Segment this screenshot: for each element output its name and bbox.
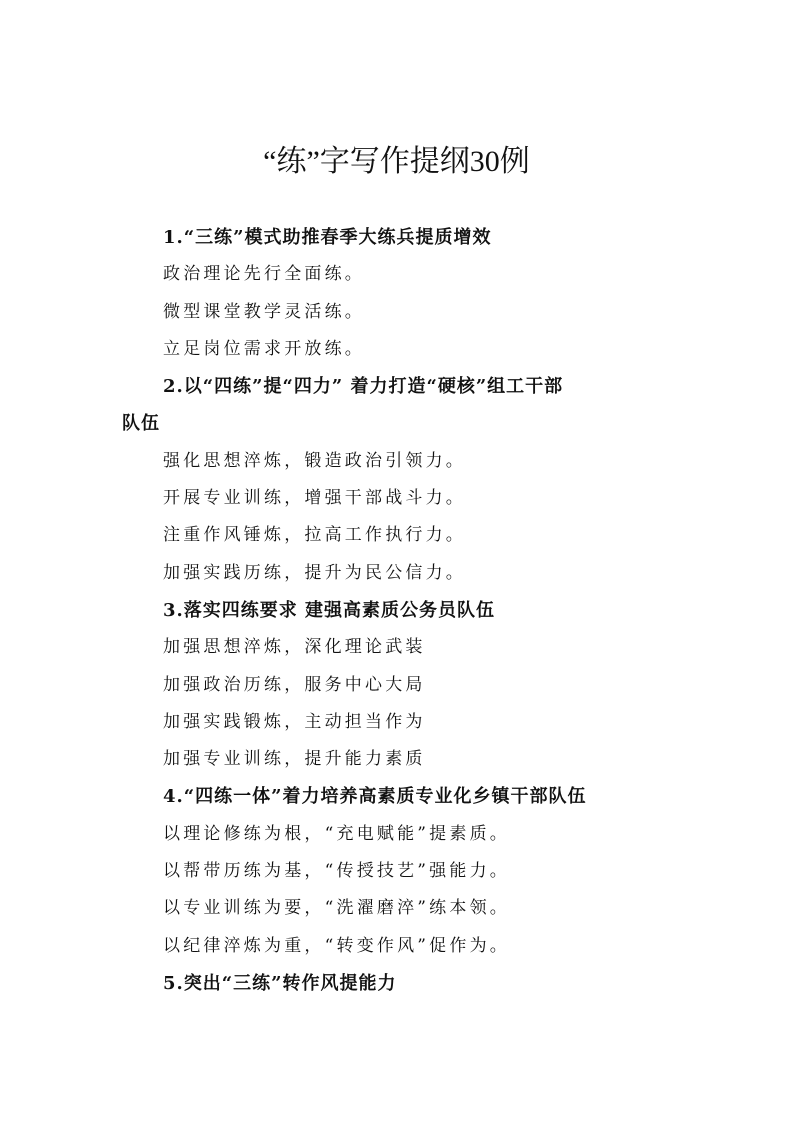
- list-item: 微型课堂教学灵活练。: [163, 301, 365, 322]
- list-item: 加强实践锻炼，主动担当作为: [163, 711, 426, 732]
- section-heading: 2.以“四练”提“四力” 着力打造“硬核”组工干部: [163, 376, 564, 398]
- list-item: 加强专业训练，提升能力素质: [163, 749, 426, 770]
- section-heading: 3.落实四练要求 建强高素质公务员队伍: [163, 599, 496, 621]
- list-item: 以纪律淬炼为重，“转变作风”促作为。: [163, 935, 510, 956]
- section-heading: 5.突出“三练”转作风提能力: [163, 972, 397, 994]
- list-item: 以帮带历练为基，“传授技艺”强能力。: [163, 861, 510, 882]
- list-item: 强化思想淬炼，锻造政治引领力。: [163, 450, 466, 471]
- section-heading: 1.“三练”模式助推春季大练兵提质增效: [163, 227, 492, 248]
- document-body: [122, 219, 682, 1002]
- list-item: 开展专业训练，增强干部战斗力。: [163, 488, 466, 509]
- list-item: 加强实践历练，提升为民公信力。: [163, 562, 466, 583]
- list-item: 立足岗位需求开放练。: [163, 338, 365, 359]
- list-item: 以理论修练为根，“充电赋能”提素质。: [163, 823, 510, 844]
- section-heading: 4.“四练一体”着力培养高素质专业化乡镇干部队伍: [163, 786, 587, 808]
- section-heading-continuation: 队伍: [122, 413, 160, 435]
- list-item: 注重作风锤炼，拉高工作执行力。: [163, 525, 466, 546]
- list-item: 以专业训练为要，“洗濯磨淬”练本领。: [163, 898, 510, 919]
- list-item: 加强思想淬炼，深化理论武装: [163, 637, 426, 658]
- document-title: “练”字写作提纲30例: [263, 145, 530, 178]
- list-item: 加强政治历练，服务中心大局: [163, 674, 426, 695]
- list-item: 政治理论先行全面练。: [163, 264, 365, 285]
